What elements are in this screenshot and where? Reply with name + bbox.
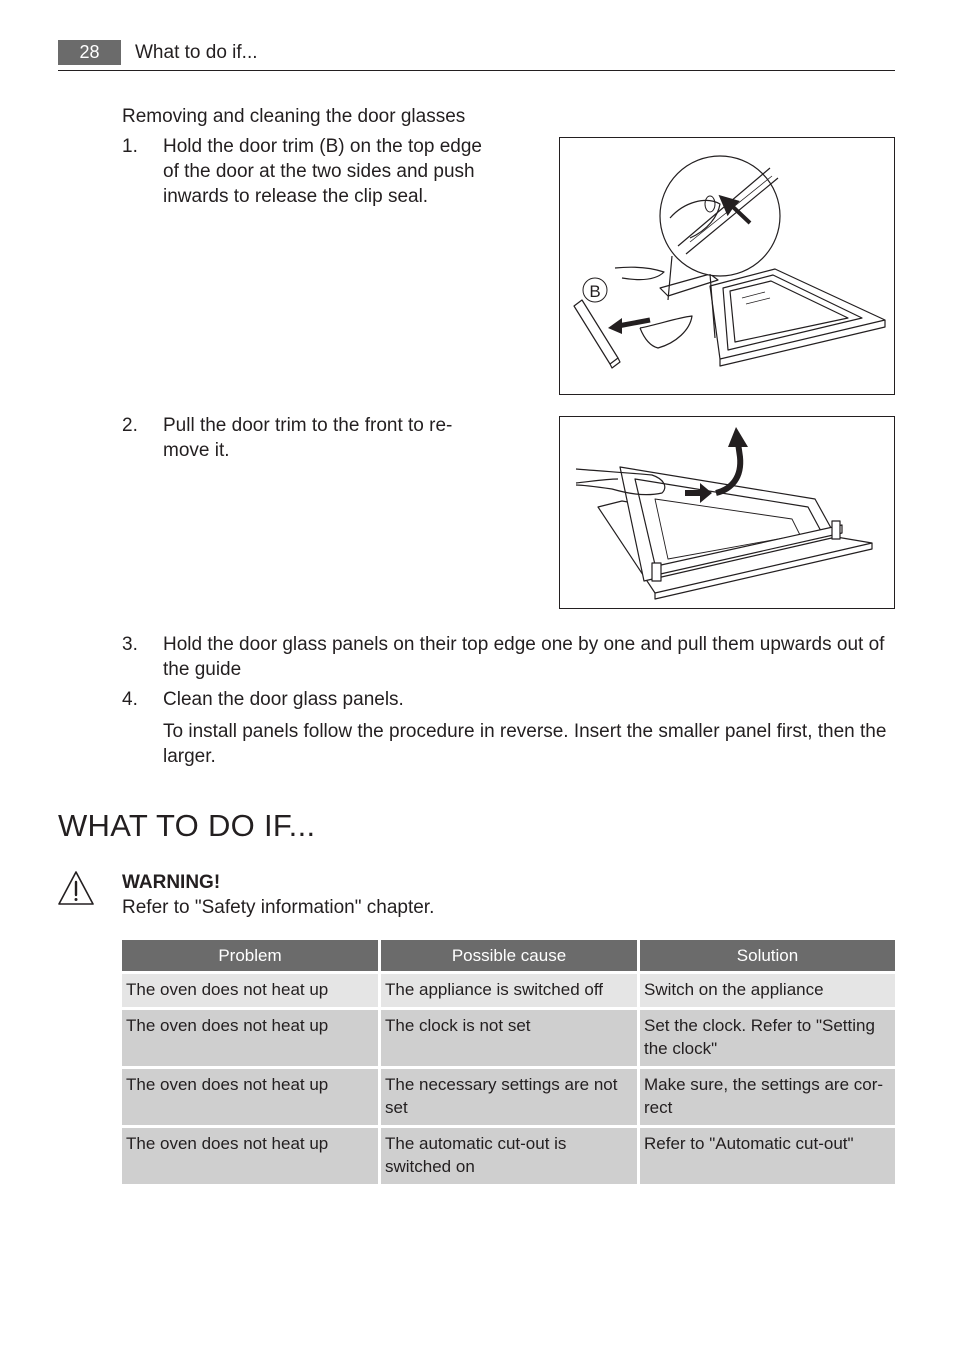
problem-cell: The oven does not heat up xyxy=(122,974,378,1007)
column-header-problem: Problem xyxy=(122,940,378,971)
troubleshooting-table xyxy=(119,937,898,1187)
warning-text: Refer to "Safety information" chapter. xyxy=(122,897,435,918)
table-row xyxy=(122,974,895,1007)
step-4-text: Clean the door glass panels. xyxy=(163,689,404,710)
figure-remove-door-trim xyxy=(559,137,895,395)
step-1-text: Hold the door trim (B) on the top edge of the door at the two sides and push inwards to release the clip seal. xyxy=(163,136,482,207)
table-row xyxy=(122,1128,895,1184)
solution-cell: Switch on the appliance xyxy=(640,974,895,1007)
table-row xyxy=(122,1010,895,1066)
table-header-row xyxy=(122,940,895,971)
column-header-solution: Solution xyxy=(640,940,895,971)
section-title: WHAT TO DO IF... xyxy=(58,808,316,843)
install-note: To install panels follow the procedure in reverse. Insert the smaller panel first, then the larger. xyxy=(163,721,887,767)
cause-cell: The necessary settings are not set xyxy=(381,1069,637,1125)
step-4-number: 4. xyxy=(122,689,138,710)
problem-cell: The oven does not heat up xyxy=(122,1128,378,1184)
figure-pull-door-trim xyxy=(559,416,895,609)
warning-triangle-icon xyxy=(57,870,95,911)
cause-cell: The automatic cut-out is switched on xyxy=(381,1128,637,1184)
page-number: 28 xyxy=(58,40,121,65)
running-header-title: What to do if... xyxy=(135,42,258,63)
problem-cell: The oven does not heat up xyxy=(122,1069,378,1125)
column-header-cause: Possible cause xyxy=(381,940,637,971)
header-divider xyxy=(58,70,895,71)
warning-title: WARNING! xyxy=(122,872,221,893)
step-3-number: 3. xyxy=(122,634,138,655)
solution-cell: Refer to "Automatic cut-out" xyxy=(640,1128,895,1184)
step-1-number: 1. xyxy=(122,136,138,157)
cause-cell: The clock is not set xyxy=(381,1010,637,1066)
cleaning-subtitle: Removing and cleaning the door glasses xyxy=(122,106,466,127)
solution-cell: Make sure, the settings are cor- rect xyxy=(640,1069,895,1125)
figure-callout-b: B xyxy=(589,282,601,301)
step-2-text: Pull the door trim to the front to re- move it. xyxy=(163,415,453,461)
cause-cell: The appliance is switched off xyxy=(381,974,637,1007)
table-row xyxy=(122,1069,895,1125)
problem-cell: The oven does not heat up xyxy=(122,1010,378,1066)
solution-cell: Set the clock. Refer to "Setting the clock" xyxy=(640,1010,895,1066)
step-2-number: 2. xyxy=(122,415,138,436)
step-3-text: Hold the door glass panels on their top edge one by one and pull them upwards out of the guide xyxy=(163,634,885,680)
